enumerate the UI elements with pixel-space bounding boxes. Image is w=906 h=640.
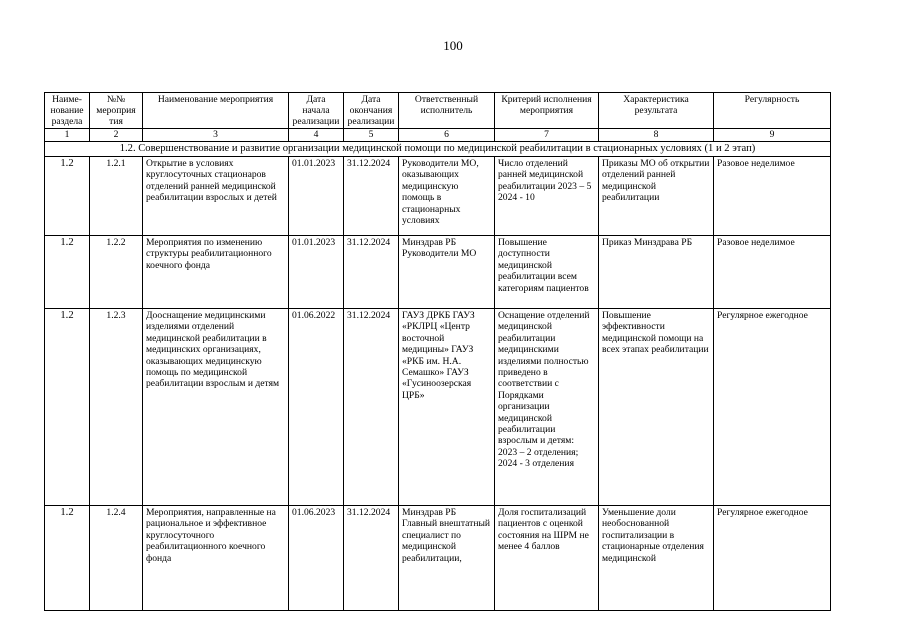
header-number: №№ мероприя тия <box>90 93 143 129</box>
table-row <box>45 157 831 236</box>
cell-start-date: 01.06.2022 <box>289 309 344 506</box>
table-row <box>45 506 831 611</box>
column-number: 2 <box>90 129 143 142</box>
table-row <box>45 236 831 309</box>
column-number: 5 <box>344 129 399 142</box>
column-number: 7 <box>495 129 599 142</box>
cell-result: Приказ Минздрава РБ <box>599 236 714 309</box>
cell-executor: Минздрав РБ Главный внештатный специалист по медицинской реабилитации, <box>399 506 495 611</box>
table-row <box>45 309 831 506</box>
column-number: 1 <box>45 129 90 142</box>
activities-table <box>44 92 831 611</box>
cell-start-date: 01.01.2023 <box>289 236 344 309</box>
cell-section: 1.2 <box>45 309 90 506</box>
cell-activity-name: Дооснащение медицинскими изделиями отделений медицинской реабилитации в медицинских организациях, оказывающих медицинскую помощь по медицинской реабилитации взрослым и детям <box>143 309 289 506</box>
cell-regularity: Разовое неделимое <box>714 236 831 309</box>
cell-start-date: 01.01.2023 <box>289 157 344 236</box>
header-start-date: Дата начала реализации <box>289 93 344 129</box>
cell-criterion: Повышение доступности медицинской реабилитации всем категориям пациентов <box>495 236 599 309</box>
header-criterion: Критерий исполнения мероприятия <box>495 93 599 129</box>
section-title: 1.2. Совершенствование и развитие организации медицинской помощи по медицинской реабилитации в стационарных условиях (1 и 2 этап) <box>45 142 831 157</box>
cell-number: 1.2.3 <box>90 309 143 506</box>
header-row <box>45 93 831 129</box>
header-activity-name: Наименование мероприятия <box>143 93 289 129</box>
header-end-date: Дата окончания реализации <box>344 93 399 129</box>
cell-result: Повышение эффективности медицинской помощи на всех этапах реабилитации <box>599 309 714 506</box>
header-executor: Ответственный исполнитель <box>399 93 495 129</box>
cell-section: 1.2 <box>45 236 90 309</box>
cell-executor: Минздрав РБ Руководители МО <box>399 236 495 309</box>
cell-regularity: Разовое неделимое <box>714 157 831 236</box>
cell-result: Уменьшение доли необоснованной госпитализации в стационарные отделения медицинской <box>599 506 714 611</box>
column-number: 4 <box>289 129 344 142</box>
cell-section: 1.2 <box>45 506 90 611</box>
section-title-row <box>45 142 831 157</box>
cell-activity-name: Открытие в условиях круглосуточных стационаров отделений ранней медицинской реабилитации взрослых и детей <box>143 157 289 236</box>
cell-end-date: 31.12.2024 <box>344 236 399 309</box>
column-number-row <box>45 129 831 142</box>
cell-start-date: 01.06.2023 <box>289 506 344 611</box>
cell-number: 1.2.1 <box>90 157 143 236</box>
cell-regularity: Регулярное ежегодное <box>714 506 831 611</box>
header-regularity: Регулярность <box>714 93 831 129</box>
cell-number: 1.2.2 <box>90 236 143 309</box>
cell-activity-name: Мероприятия, направленные на рациональное и эффективное круглосуточного реабилитационного коечного фонда <box>143 506 289 611</box>
column-number: 9 <box>714 129 831 142</box>
column-number: 6 <box>399 129 495 142</box>
cell-criterion: Оснащение отделений медицинской реабилитации медицинскими изделиями полностью приведено в соответствии с Порядками организации медицинской реабилитации взрослым и детям: 2023 – 2 отделения; 2024 - 3 отделения <box>495 309 599 506</box>
cell-end-date: 31.12.2024 <box>344 157 399 236</box>
cell-number: 1.2.4 <box>90 506 143 611</box>
header-section: Наиме-нование раздела <box>45 93 90 129</box>
column-number: 3 <box>143 129 289 142</box>
cell-criterion: Число отделений ранней медицинской реабилитации 2023 – 5 2024 - 10 <box>495 157 599 236</box>
cell-end-date: 31.12.2024 <box>344 309 399 506</box>
cell-executor: ГАУЗ ДРКБ ГАУЗ «РКЛРЦ «Центр восточной медицины» ГАУЗ «РКБ им. Н.А. Семашко» ГАУЗ «Гусиноозерская ЦРБ» <box>399 309 495 506</box>
cell-regularity: Регулярное ежегодное <box>714 309 831 506</box>
header-result: Характеристика результата <box>599 93 714 129</box>
column-number: 8 <box>599 129 714 142</box>
cell-end-date: 31.12.2024 <box>344 506 399 611</box>
cell-section: 1.2 <box>45 157 90 236</box>
cell-result: Приказы МО об открытии отделений ранней медицинской реабилитации <box>599 157 714 236</box>
cell-executor: Руководители МО, оказывающих медицинскую помощь в стационарных условиях <box>399 157 495 236</box>
cell-activity-name: Мероприятия по изменению структуры реабилитационного коечного фонда <box>143 236 289 309</box>
page-number: 100 <box>443 38 463 53</box>
cell-criterion: Доля госпитализаций пациентов с оценкой состояния на ШРМ не менее 4 баллов <box>495 506 599 611</box>
